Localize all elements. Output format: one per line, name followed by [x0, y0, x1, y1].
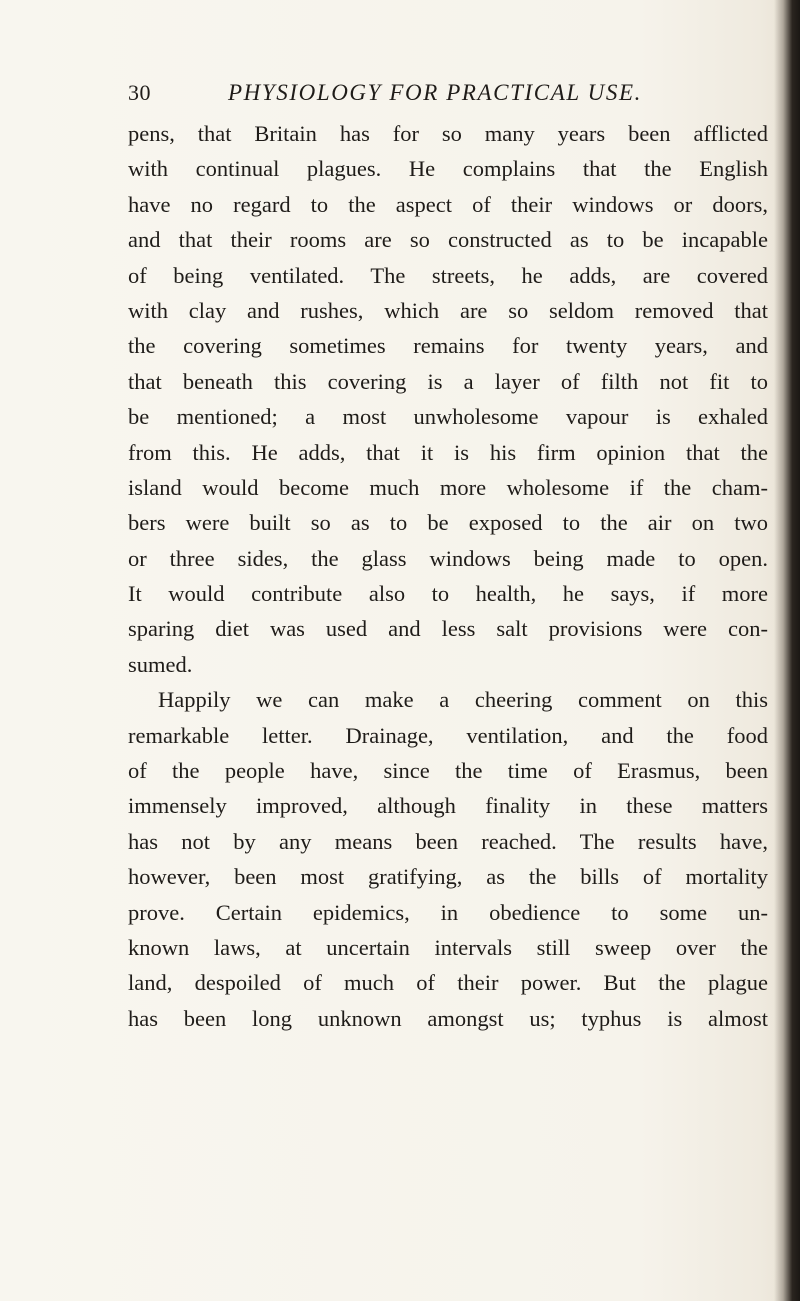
- text-line: that beneath this covering is a layer of filth not fit to: [128, 368, 768, 394]
- text-line: however, been most gratifying, as the bills of mortality: [128, 864, 768, 890]
- page-number: 30: [128, 80, 151, 105]
- text-line: with continual plagues. He complains that the English: [128, 156, 768, 182]
- text-line: sumed.: [128, 651, 193, 677]
- text-line: pens, that Britain has for so many years been afflicted: [128, 121, 768, 146]
- text-line: has been long unknown amongst us; typhus is almost: [128, 1005, 768, 1031]
- text-line: It would contribute also to health, he says, if more: [128, 581, 768, 607]
- text-line: has not by any means been reached. The results have,: [128, 828, 768, 854]
- text-line: with clay and rushes, which are so seldom removed that: [128, 297, 768, 323]
- text-line: have no regard to the aspect of their windows or doors,: [128, 191, 768, 217]
- text-line: known laws, at uncertain intervals still sweep over the: [128, 934, 768, 960]
- body-text: [128, 116, 768, 1036]
- text-line: from this. He adds, that it is his firm opinion that the: [128, 439, 768, 465]
- text-line: bers were built so as to be exposed to the air on two: [128, 510, 768, 536]
- running-head: PHYSIOLOGY FOR PRACTICAL USE.: [228, 80, 642, 105]
- text-line: of the people have, since the time of Erasmus, been: [128, 758, 768, 784]
- text-line: immensely improved, although finality in these matters: [128, 793, 768, 819]
- text-line: land, despoiled of much of their power. But the plague: [128, 970, 768, 996]
- binding-edge: [774, 0, 800, 1301]
- text-line: of being ventilated. The streets, he adds, are covered: [128, 262, 768, 288]
- text-line: and that their rooms are so constructed as to be incapable: [128, 227, 768, 253]
- text-line: island would become much more wholesome if the cham-: [128, 474, 768, 500]
- text-line: or three sides, the glass windows being made to open.: [128, 545, 768, 571]
- text-line: be mentioned; a most unwholesome vapour is exhaled: [128, 404, 768, 430]
- text-line: the covering sometimes remains for twenty years, and: [128, 333, 768, 359]
- text-line: Happily we can make a cheering comment on this: [158, 687, 768, 713]
- page-header: [128, 80, 768, 114]
- text-line: remarkable letter. Drainage, ventilation, and the food: [128, 722, 768, 748]
- text-line: sparing diet was used and less salt provisions were con-: [128, 616, 768, 642]
- text-line: prove. Certain epidemics, in obedience to some un-: [128, 899, 768, 925]
